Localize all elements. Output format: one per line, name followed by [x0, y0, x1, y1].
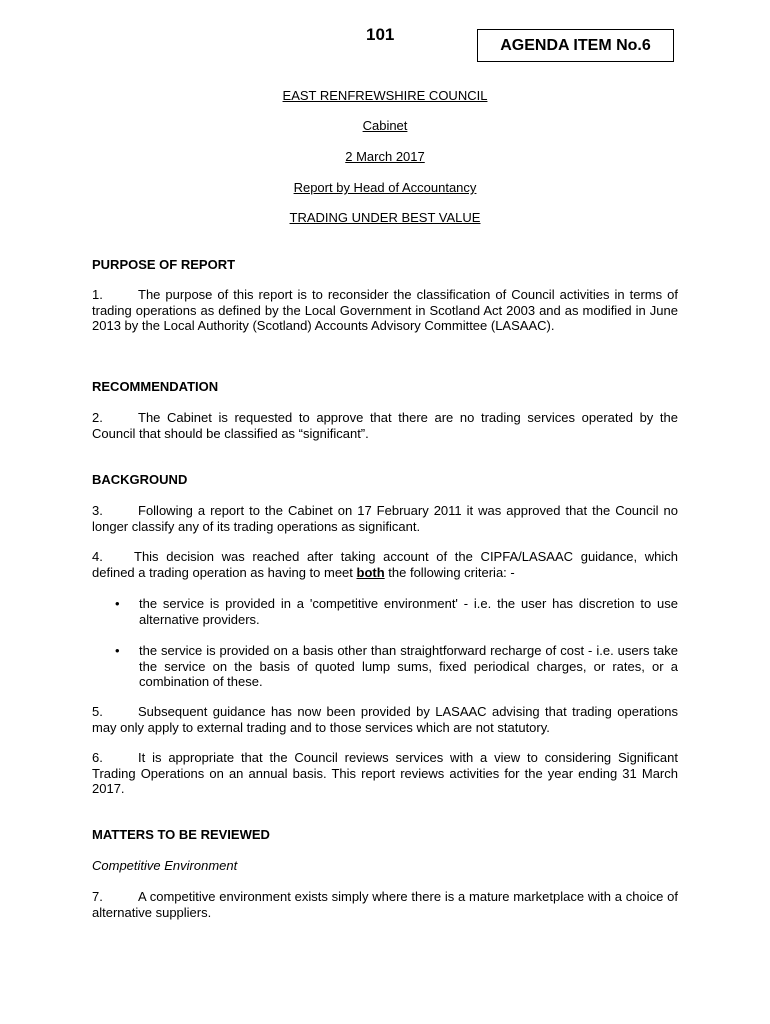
paragraph-number: 2.	[92, 410, 103, 425]
criteria-bullet	[115, 596, 678, 627]
paragraph-number: 4.	[92, 549, 103, 564]
paragraph-2	[92, 410, 678, 441]
council-name: EAST RENFREWSHIRE COUNCIL	[282, 88, 488, 103]
page-number: 101	[366, 25, 395, 44]
paragraph-3	[92, 503, 678, 534]
paragraph-number: 3.	[92, 503, 103, 518]
bullet-icon: •	[115, 596, 120, 611]
paragraph-1	[92, 287, 678, 334]
paragraph-text: A competitive environment exists simply where there is a mature marketplace with a choice of alternative suppliers.	[92, 889, 678, 920]
matters-heading: MATTERS TO BE REVIEWED	[92, 827, 270, 842]
background-heading: BACKGROUND	[92, 472, 188, 487]
purpose-heading: PURPOSE OF REPORT	[92, 257, 236, 272]
recommendation-heading: RECOMMENDATION	[92, 379, 219, 394]
paragraph-text: Following a report to the Cabinet on 17 February 2011 it was approved that the Council no longer classify any of its trading operations as significant.	[92, 503, 678, 534]
criteria-bullet	[115, 643, 678, 690]
paragraph-text: It is appropriate that the Council reviews services with a view to considering Significant Trading Operations on an annual basis. This report reviews activities for the year ending 31 March 2017.	[92, 750, 678, 796]
paragraph-number: 5.	[92, 704, 103, 719]
paragraph-text: The Cabinet is requested to approve that there are no trading services operated by the Council that should be classified as “significant”.	[92, 410, 678, 441]
bullet-text: the service is provided in a 'competitive environment' - i.e. the user has discretion to use alternative providers.	[139, 596, 678, 627]
paragraph-7	[92, 889, 678, 920]
paragraph-text: The purpose of this report is to reconsider the classification of Council activities in terms of trading operations as defined by the Local Government in Scotland Act 2003 and as modified in June 2013 by the Local Authority (Scotland) Accounts Advisory Committee (LASAAC).	[92, 287, 678, 333]
competitive-environment-subheading: Competitive Environment	[92, 858, 238, 873]
paragraph-5	[92, 704, 678, 735]
emphasis-both: both	[356, 564, 385, 580]
paragraph-4	[92, 549, 678, 580]
paragraph-number: 1.	[92, 287, 103, 302]
paragraph-6	[92, 750, 678, 797]
agenda-item-label: AGENDA ITEM No.6	[500, 36, 651, 54]
bullet-text: the service is provided on a basis other than straightforward recharge of cost - i.e. users take the service on the basis of quoted lump sums, fixed periodical charges, or rates, or a combination of these.	[139, 643, 678, 689]
paragraph-number: 7.	[92, 889, 103, 904]
paragraph-number: 6.	[92, 750, 103, 765]
paragraph-text: Subsequent guidance has now been provided by LASAAC advising that trading operations may only apply to external trading and to those services which are not statutory.	[92, 704, 678, 735]
paragraph-text-end: the following criteria: -	[384, 564, 515, 580]
bullet-icon: •	[115, 643, 120, 658]
meeting-date: 2 March 2017	[345, 149, 425, 164]
agenda-item-box	[477, 29, 674, 62]
report-author: Report by Head of Accountancy	[293, 180, 477, 195]
paragraph-text: This decision was reached after taking account of the CIPFA/LASAAC guidance, which defined a trading operation as having to meet	[92, 549, 678, 580]
report-subject: TRADING UNDER BEST VALUE	[289, 210, 481, 225]
meeting-body: Cabinet	[362, 118, 408, 133]
